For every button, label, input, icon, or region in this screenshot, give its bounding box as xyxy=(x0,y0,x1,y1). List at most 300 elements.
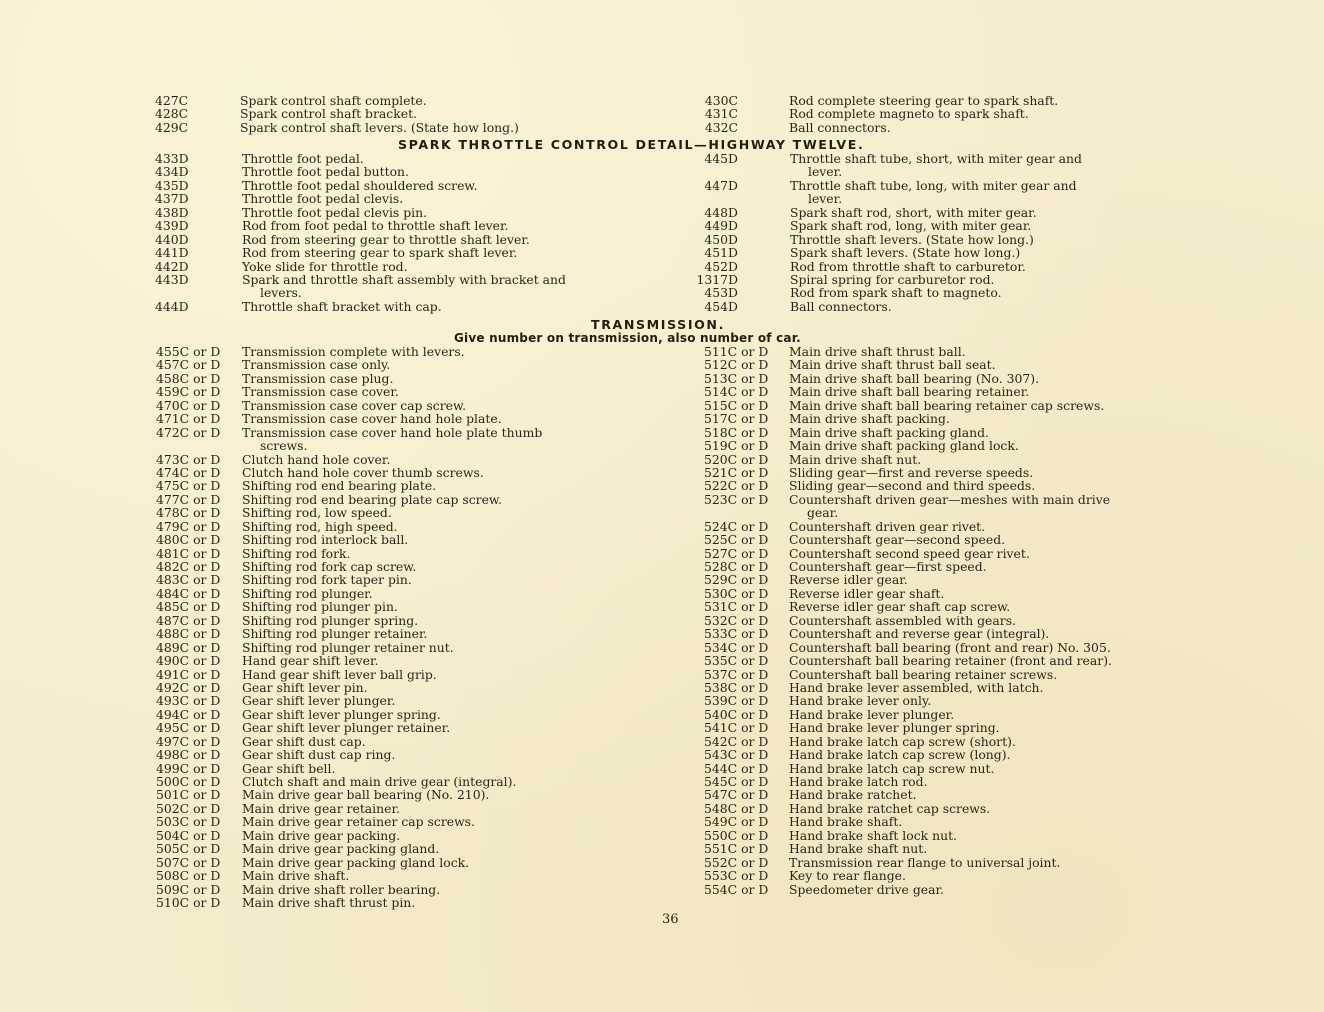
part-list-item xyxy=(704,748,1214,761)
part-list-item xyxy=(155,121,685,134)
part-list-item xyxy=(156,587,686,600)
part-description xyxy=(242,896,415,909)
part-description-text: Transmission case cover hand hole plate. xyxy=(242,411,502,427)
part-description-text: Hand brake latch cap screw nut. xyxy=(789,760,995,776)
part-list-item xyxy=(704,614,1214,627)
part-description-text: Shifting rod interlock ball. xyxy=(242,532,409,548)
part-description-text: Throttle shaft levers. (State how long.) xyxy=(790,231,1034,247)
part-list-item xyxy=(156,721,686,734)
part-list-item xyxy=(704,708,1214,721)
part-list-item xyxy=(704,788,1214,801)
part-description-text: Throttle foot pedal button. xyxy=(242,164,409,180)
part-list-item xyxy=(704,466,1214,479)
part-description xyxy=(242,273,566,300)
part-number: 452D xyxy=(704,258,738,274)
part-description xyxy=(789,560,987,573)
part-number: 495C or D xyxy=(156,720,221,736)
part-number: 475C or D xyxy=(156,478,221,494)
part-list-item xyxy=(155,152,685,165)
part-list-item xyxy=(156,426,686,453)
part-list-item xyxy=(704,533,1214,546)
part-number: 549C or D xyxy=(704,814,769,830)
part-list-item xyxy=(156,506,686,519)
part-description xyxy=(242,654,379,667)
part-list-item xyxy=(155,219,685,232)
part-description xyxy=(242,573,412,586)
part-description xyxy=(242,735,366,748)
part-number: 433D xyxy=(155,151,189,166)
part-number: 457C or D xyxy=(156,357,221,373)
part-number: 444D xyxy=(155,298,189,314)
part-description xyxy=(240,94,427,107)
part-description-text: Sliding gear—first and reverse speeds. xyxy=(789,464,1034,480)
part-description-text: Rod from throttle shaft to carburetor. xyxy=(790,258,1026,274)
part-list-item xyxy=(156,681,686,694)
part-number: 427C xyxy=(155,93,189,108)
part-description xyxy=(789,681,1043,694)
part-number: 1317D xyxy=(696,271,738,287)
part-description xyxy=(789,762,994,775)
part-list-item xyxy=(156,668,686,681)
part-description xyxy=(790,286,1002,299)
part-description-text: Throttle shaft tube, long, with miter gear and xyxy=(790,177,1077,193)
part-number: 458C or D xyxy=(156,370,221,386)
part-description xyxy=(242,721,450,734)
part-description xyxy=(242,641,454,654)
part-list-item xyxy=(704,385,1214,398)
part-number: 489C or D xyxy=(156,639,221,655)
part-description-text: Main drive shaft thrust ball seat. xyxy=(789,357,996,373)
part-list-item xyxy=(704,735,1214,748)
part-list-item xyxy=(156,600,686,613)
part-list-item xyxy=(156,573,686,586)
part-description-text: Main drive gear ball bearing (No. 210). xyxy=(242,787,490,803)
part-list-item xyxy=(156,358,686,371)
part-list-item xyxy=(704,426,1214,439)
part-number: 538C or D xyxy=(704,679,769,695)
part-number: 544C or D xyxy=(704,760,769,776)
part-description-text: Transmission case plug. xyxy=(242,370,394,386)
part-number: 528C or D xyxy=(704,559,769,575)
part-description-text: Transmission case cover hand hole plate thumb xyxy=(242,424,543,440)
part-description-text: Rod from spark shaft to magneto. xyxy=(790,285,1002,301)
part-list-item xyxy=(156,385,686,398)
part-description-text: Shifting rod fork cap screw. xyxy=(242,559,417,575)
part-description-text: Main drive shaft packing. xyxy=(789,411,950,427)
part-number: 451D xyxy=(704,245,738,261)
part-description xyxy=(789,107,1029,120)
part-description-text: Hand brake ratchet cap screws. xyxy=(789,800,991,816)
part-list-item xyxy=(704,681,1214,694)
part-description xyxy=(790,206,1037,219)
part-description xyxy=(242,815,475,828)
part-list-item xyxy=(155,165,685,178)
part-number: 484C or D xyxy=(156,585,221,601)
part-description xyxy=(242,165,409,178)
part-description xyxy=(789,466,1033,479)
part-description-text: Main drive shaft packing gland. xyxy=(789,424,989,440)
part-list-item xyxy=(156,748,686,761)
part-list-item xyxy=(704,883,1214,896)
part-description-text: Shifting rod plunger. xyxy=(242,585,373,601)
part-number: 534C or D xyxy=(704,639,769,655)
part-description xyxy=(242,300,442,313)
part-number: 431C xyxy=(704,106,738,122)
part-description xyxy=(789,385,1029,398)
part-number: 435D xyxy=(155,177,189,193)
part-list-item xyxy=(156,520,686,533)
part-description-text: Transmission rear flange to universal joint. xyxy=(789,854,1061,870)
part-list-item xyxy=(704,547,1214,560)
part-number: 455C or D xyxy=(156,344,221,359)
part-number: 445D xyxy=(704,151,738,166)
part-list-item xyxy=(156,560,686,573)
part-description-text: Gear shift lever plunger. xyxy=(242,693,396,709)
part-description xyxy=(240,121,519,134)
part-description xyxy=(242,842,439,855)
part-description-text: Shifting rod fork. xyxy=(242,545,351,561)
part-list-item xyxy=(695,246,1210,259)
part-description xyxy=(789,345,966,358)
part-number: 554C or D xyxy=(704,881,769,897)
part-description xyxy=(242,533,408,546)
part-number: 442D xyxy=(155,258,189,274)
part-description xyxy=(242,426,542,453)
part-list-item xyxy=(156,883,686,896)
part-description xyxy=(242,762,335,775)
part-description xyxy=(242,453,390,466)
part-list-item xyxy=(704,479,1214,492)
part-number: 450D xyxy=(704,231,738,247)
part-description xyxy=(242,206,427,219)
part-description-text: Spark shaft levers. (State how long.) xyxy=(790,245,1021,261)
part-description-text: Hand brake lever plunger spring. xyxy=(789,720,1000,736)
part-description-text: Countershaft gear—second speed. xyxy=(789,532,1006,548)
part-number: 543C or D xyxy=(704,747,769,763)
part-description-text: Sliding gear—second and third speeds. xyxy=(789,478,1036,494)
part-description xyxy=(789,479,1035,492)
part-description xyxy=(242,192,403,205)
part-description xyxy=(789,426,989,439)
part-description-text: Main drive gear packing. xyxy=(242,827,401,843)
part-number: 480C or D xyxy=(156,532,221,548)
part-number: 521C or D xyxy=(704,464,769,480)
part-description xyxy=(242,219,509,232)
part-list-item xyxy=(704,802,1214,815)
part-description xyxy=(242,856,469,869)
part-list-item xyxy=(704,856,1214,869)
part-description-text: Transmission case cover. xyxy=(242,384,399,400)
part-description xyxy=(789,614,1016,627)
part-description-text: Reverse idler gear. xyxy=(789,572,908,588)
part-number: 447D xyxy=(704,177,738,193)
part-number: 537C or D xyxy=(704,666,769,682)
part-description xyxy=(242,260,408,273)
part-list-item xyxy=(704,762,1214,775)
part-description xyxy=(789,708,954,721)
part-list-item xyxy=(704,412,1214,425)
part-number: 519C or D xyxy=(704,438,769,454)
part-description-text: Main drive gear retainer. xyxy=(242,800,400,816)
part-number: 434D xyxy=(155,164,189,180)
part-description-text: Main drive shaft ball bearing (No. 307). xyxy=(789,370,1040,386)
part-description-text: Shifting rod plunger spring. xyxy=(242,612,419,628)
part-list-item xyxy=(704,694,1214,707)
part-description xyxy=(789,493,1110,520)
part-description-text: Transmission case only. xyxy=(242,357,391,373)
part-number: 504C or D xyxy=(156,827,221,843)
part-description xyxy=(790,273,995,286)
part-number: 501C or D xyxy=(156,787,221,803)
part-number: 443D xyxy=(155,271,189,287)
part-description-text: Clutch hand hole cover. xyxy=(242,451,391,467)
part-list-item xyxy=(704,627,1214,640)
part-description xyxy=(789,802,990,815)
part-list-item xyxy=(704,775,1214,788)
part-number: 437D xyxy=(155,191,189,207)
part-description xyxy=(789,587,944,600)
part-list-item xyxy=(156,856,686,869)
part-description xyxy=(790,300,892,313)
part-description-text: Rod complete steering gear to spark shaft. xyxy=(789,93,1059,108)
part-description xyxy=(789,788,917,801)
part-description-text: Hand brake lever plunger. xyxy=(789,706,955,722)
part-number: 432C xyxy=(704,119,738,135)
part-list-item xyxy=(156,802,686,815)
part-description xyxy=(242,520,398,533)
part-description-text: Main drive gear packing gland. xyxy=(242,841,440,857)
part-description-continuation: lever. xyxy=(808,164,843,180)
part-description xyxy=(242,748,395,761)
part-number: 494C or D xyxy=(156,706,221,722)
part-number: 552C or D xyxy=(704,854,769,870)
part-number: 531C or D xyxy=(704,599,769,615)
part-list-item xyxy=(704,439,1214,452)
part-list-item xyxy=(704,869,1214,882)
part-list-item xyxy=(156,708,686,721)
part-list-item xyxy=(155,179,685,192)
part-list-item xyxy=(695,273,1210,286)
part-number: 483C or D xyxy=(156,572,221,588)
part-list-item xyxy=(156,372,686,385)
part-description xyxy=(242,788,489,801)
part-description-text: Shifting rod plunger retainer. xyxy=(242,626,428,642)
part-description xyxy=(242,152,364,165)
part-description-text: Transmission case cover cap screw. xyxy=(242,397,467,413)
part-description-text: Main drive shaft thrust pin. xyxy=(242,894,416,910)
transmission-right-column xyxy=(704,345,1214,896)
part-list-item xyxy=(704,842,1214,855)
part-description xyxy=(242,829,400,842)
part-description-text: Shifting rod plunger pin. xyxy=(242,599,398,615)
part-list-item xyxy=(156,735,686,748)
part-description-text: Transmission complete with levers. xyxy=(242,344,465,359)
part-description-text: Hand brake latch cap screw (long). xyxy=(789,747,1011,763)
part-list-item xyxy=(704,815,1214,828)
part-description xyxy=(242,179,478,192)
part-list-item xyxy=(155,94,685,107)
spark-throttle-left-column xyxy=(155,152,685,313)
part-number: 439D xyxy=(155,218,189,234)
part-description xyxy=(789,94,1058,107)
part-description xyxy=(789,453,921,466)
part-description-text: Spark control shaft complete. xyxy=(240,93,427,108)
part-description xyxy=(790,219,1031,232)
part-list-item xyxy=(156,869,686,882)
part-list-item xyxy=(704,372,1214,385)
part-number: 459C or D xyxy=(156,384,221,400)
part-description xyxy=(242,668,437,681)
part-description-text: Hand brake lever assembled, with latch. xyxy=(789,679,1044,695)
part-list-item xyxy=(704,829,1214,842)
part-number: 529C or D xyxy=(704,572,769,588)
part-number: 542C or D xyxy=(704,733,769,749)
part-number: 500C or D xyxy=(156,774,221,790)
part-description xyxy=(789,883,944,896)
spark-throttle-right-column xyxy=(695,152,1210,313)
part-list-item xyxy=(156,641,686,654)
part-description-text: Ball connectors. xyxy=(789,119,891,135)
part-number: 473C or D xyxy=(156,451,221,467)
part-description-text: Countershaft driven gear—meshes with main drive xyxy=(789,491,1111,507)
part-list-item xyxy=(704,560,1214,573)
part-number: 522C or D xyxy=(704,478,769,494)
part-description-text: Shifting rod, high speed. xyxy=(242,518,398,534)
part-description-text: Gear shift dust cap. xyxy=(242,733,366,749)
part-list-item xyxy=(156,547,686,560)
part-description xyxy=(789,815,902,828)
part-description xyxy=(789,372,1039,385)
part-list-item xyxy=(155,273,685,300)
part-list-item xyxy=(156,479,686,492)
part-list-item xyxy=(156,627,686,640)
part-description-text: Clutch hand hole cover thumb screws. xyxy=(242,464,484,480)
part-number: 511C or D xyxy=(704,344,769,359)
part-description-text: Reverse idler gear shaft. xyxy=(789,585,945,601)
part-description-text: Hand brake shaft. xyxy=(789,814,903,830)
part-description-text: Rod from steering gear to spark shaft lever. xyxy=(242,245,518,261)
part-number: 510C or D xyxy=(156,894,221,910)
part-number: 514C or D xyxy=(704,384,769,400)
part-description-text: Spark shaft rod, short, with miter gear. xyxy=(790,204,1037,220)
part-list-item xyxy=(704,573,1214,586)
part-list-item xyxy=(704,345,1214,358)
part-description xyxy=(789,735,1016,748)
part-description-text: Key to rear flange. xyxy=(789,868,906,884)
part-description xyxy=(242,883,440,896)
part-description xyxy=(789,668,1057,681)
part-list-item xyxy=(156,493,686,506)
part-description-text: Spark control shaft levers. (State how long.) xyxy=(240,119,519,135)
part-description xyxy=(242,233,530,246)
part-list-item xyxy=(155,107,685,120)
part-description xyxy=(242,802,400,815)
page-number: 36 xyxy=(662,912,679,927)
part-number: 512C or D xyxy=(704,357,769,373)
part-description xyxy=(242,385,399,398)
part-number: 429C xyxy=(155,119,189,135)
part-description-continuation: levers. xyxy=(260,285,302,301)
part-number: 517C or D xyxy=(704,411,769,427)
part-description-text: Throttle foot pedal clevis. xyxy=(242,191,404,207)
part-number: 525C or D xyxy=(704,532,769,548)
part-list-item xyxy=(156,466,686,479)
spark-control-left-column xyxy=(155,94,685,134)
part-description-text: Hand brake latch rod. xyxy=(789,774,928,790)
part-list-item xyxy=(704,453,1214,466)
part-number: 454D xyxy=(704,298,738,314)
part-description-text: Hand brake lever only. xyxy=(789,693,932,709)
part-description-text: Hand brake latch cap screw (short). xyxy=(789,733,1016,749)
part-description xyxy=(789,600,1010,613)
part-description-text: Shifting rod, low speed. xyxy=(242,505,392,521)
part-description-continuation: lever. xyxy=(808,191,843,207)
part-description-text: Hand brake shaft lock nut. xyxy=(789,827,957,843)
transmission-left-column xyxy=(156,345,686,909)
part-list-item xyxy=(695,286,1210,299)
part-description-text: Ball connectors. xyxy=(790,298,892,314)
part-number: 428C xyxy=(155,106,189,122)
part-description xyxy=(790,152,1082,179)
part-number: 492C or D xyxy=(156,679,221,695)
part-number: 553C or D xyxy=(704,868,769,884)
part-description xyxy=(242,560,416,573)
part-list-item xyxy=(695,300,1210,313)
part-list-item xyxy=(695,206,1210,219)
part-description xyxy=(790,179,1077,206)
part-list-item xyxy=(156,412,686,425)
part-list-item xyxy=(156,399,686,412)
part-number: 551C or D xyxy=(704,841,769,857)
part-description-text: Countershaft ball bearing (front and rear) No. 305. xyxy=(789,639,1111,655)
part-description-text: Main drive shaft thrust ball. xyxy=(789,344,966,359)
part-description xyxy=(789,829,957,842)
part-list-item xyxy=(156,815,686,828)
part-description xyxy=(242,681,368,694)
part-number: 541C or D xyxy=(704,720,769,736)
part-list-item xyxy=(156,654,686,667)
section-heading-spark-throttle: SPARK THROTTLE CONTROL DETAIL—HIGHWAY TWELVE. xyxy=(398,137,865,152)
part-description-text: Gear shift bell. xyxy=(242,760,336,776)
part-description-text: Main drive shaft nut. xyxy=(789,451,922,467)
part-description xyxy=(789,573,908,586)
part-number: 532C or D xyxy=(704,612,769,628)
part-description xyxy=(789,856,1060,869)
part-description xyxy=(242,627,427,640)
part-description-text: Countershaft ball bearing retainer screws. xyxy=(789,666,1058,682)
part-description xyxy=(242,345,465,358)
part-list-item xyxy=(704,520,1214,533)
part-list-item xyxy=(704,654,1214,667)
part-list-item xyxy=(156,533,686,546)
part-description xyxy=(789,358,996,371)
part-number: 472C or D xyxy=(156,424,221,440)
part-description xyxy=(242,412,502,425)
part-list-item xyxy=(155,192,685,205)
part-description xyxy=(242,694,395,707)
part-number: 503C or D xyxy=(156,814,221,830)
part-description xyxy=(242,869,349,882)
part-list-item xyxy=(700,121,1210,134)
part-description xyxy=(242,775,516,788)
part-description xyxy=(242,399,466,412)
part-number: 499C or D xyxy=(156,760,221,776)
part-description-text: Gear shift lever pin. xyxy=(242,679,368,695)
part-list-item xyxy=(156,842,686,855)
part-description-text: Main drive gear packing gland lock. xyxy=(242,854,470,870)
part-description-text: Main drive shaft roller bearing. xyxy=(242,881,441,897)
part-list-item xyxy=(155,300,685,313)
